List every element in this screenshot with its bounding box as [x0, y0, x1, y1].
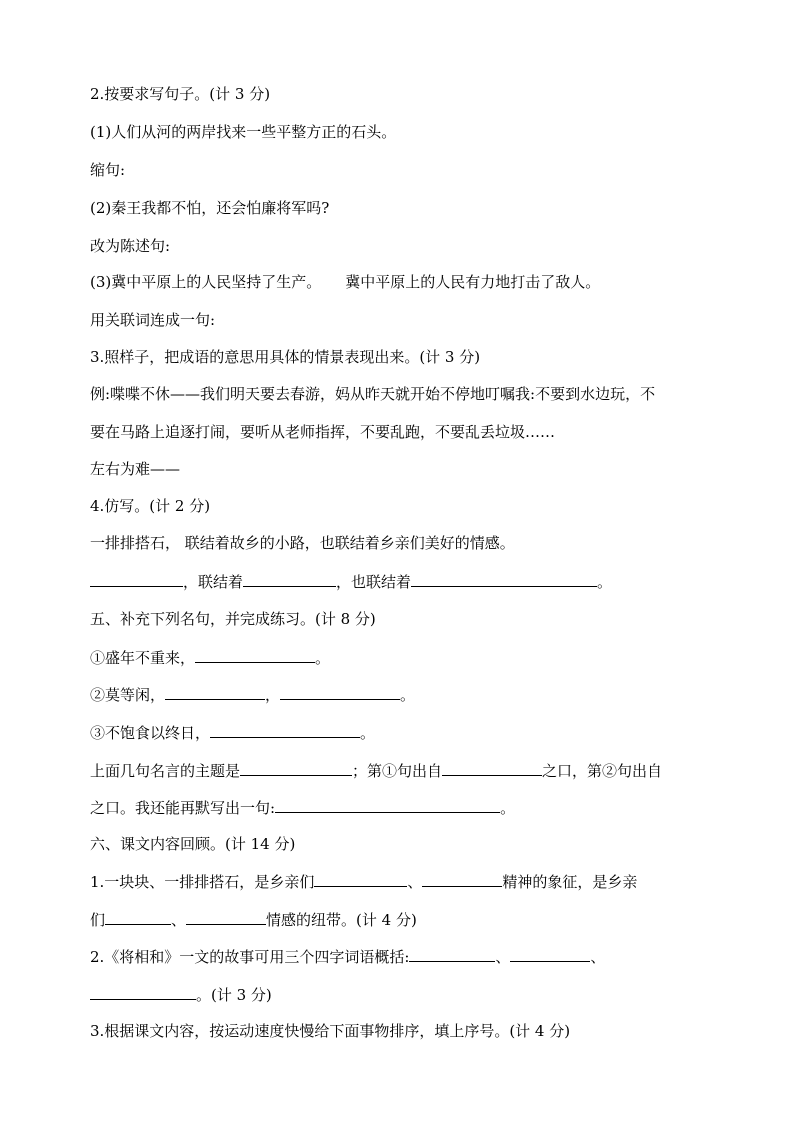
q2-task-3: 用关联词连成一句: [90, 311, 216, 329]
q2-sentence-3a: (3)冀中平原上的人民坚持了生产。 [90, 273, 322, 291]
section-5-title: 五、补充下列名句，并完成练习。(计 8 分) [90, 610, 376, 628]
s6-q1-line-1: 1.一块块、一排排搭石，是乡亲们 、 精神的象征，是乡亲 [90, 873, 638, 891]
answer-blank[interactable] [411, 571, 597, 587]
s6-q2-line-1: 2.《将相和》一文的故事可用三个四字词语概括: 、 、 [90, 948, 606, 966]
q2-sentence-3 [90, 272, 600, 292]
answer-blank[interactable] [90, 571, 183, 587]
section-6-title: 六、课文内容回顾。(计 14 分) [90, 835, 296, 853]
answer-blank[interactable] [422, 871, 502, 887]
q3-example-line-2: 要在马路上追逐打闹，要听从老师指挥，不要乱跑，不要乱丢垃圾…… [90, 423, 556, 441]
s6-q2-line-2: 。(计 3 分) [90, 984, 272, 1005]
q2-sentence-3b: 冀中平原上的人民有力地打击了敌人。 [345, 273, 601, 291]
s6-q3: 3.根据课文内容，按运动速度快慢给下面事物排序，填上序号。(计 4 分) [90, 1022, 571, 1040]
q4-model-sentence: 一排排搭石， 联结着故乡的小路，也联结着乡亲们美好的情感。 [90, 534, 515, 552]
s5-item-2: ②莫等闲， ， 。 [90, 686, 416, 704]
answer-blank[interactable] [240, 760, 352, 776]
answer-blank[interactable] [314, 871, 407, 887]
answer-blank[interactable] [210, 722, 360, 738]
q4-fill-line: ，联结着 ，也联结着 。 [90, 571, 612, 592]
s5-exercise-line-2: 之口。我还能再默写出一句: 。 [90, 799, 516, 817]
answer-blank[interactable] [90, 984, 196, 1000]
answer-blank[interactable] [195, 647, 315, 663]
s5-exercise-line-1: 上面几句名言的主题是 ；第①句出自 之口，第②句出自 [90, 762, 663, 780]
q3-example-line-1: 例:喋喋不休——我们明天要去春游，妈从昨天就开始不停地叮嘱我:不要到水边玩，不 [90, 385, 656, 403]
q2-sentence-1: (1)人们从河的两岸找来一些平整方正的石头。 [90, 123, 397, 141]
q2-task-2: 改为陈述句: [90, 237, 171, 255]
answer-blank[interactable] [105, 909, 171, 925]
answer-blank[interactable] [442, 760, 542, 776]
answer-blank[interactable] [275, 797, 500, 813]
answer-blank[interactable] [280, 684, 400, 700]
s5-item-3: ③不饱食以终日， 。 [90, 724, 376, 742]
answer-blank[interactable] [165, 684, 265, 700]
s6-q1-line-2: 们 、 情感的纽带。(计 4 分) [90, 911, 417, 929]
answer-blank[interactable] [409, 946, 495, 962]
q3-task: 左右为难—— [90, 460, 181, 478]
q3-title: 3.照样子，把成语的意思用具体的情景表现出来。(计 3 分) [90, 348, 481, 366]
answer-blank[interactable] [243, 571, 336, 587]
q2-title: 2.按要求写句子。(计 3 分) [90, 85, 271, 103]
answer-blank[interactable] [510, 946, 590, 962]
q4-title: 4.仿写。(计 2 分) [90, 497, 211, 515]
q2-sentence-2: (2)秦王我都不怕，还会怕廉将军吗? [90, 199, 330, 217]
s5-item-1: ①盛年不重来， 。 [90, 649, 331, 667]
answer-blank[interactable] [186, 909, 266, 925]
q2-task-1: 缩句: [90, 161, 126, 179]
